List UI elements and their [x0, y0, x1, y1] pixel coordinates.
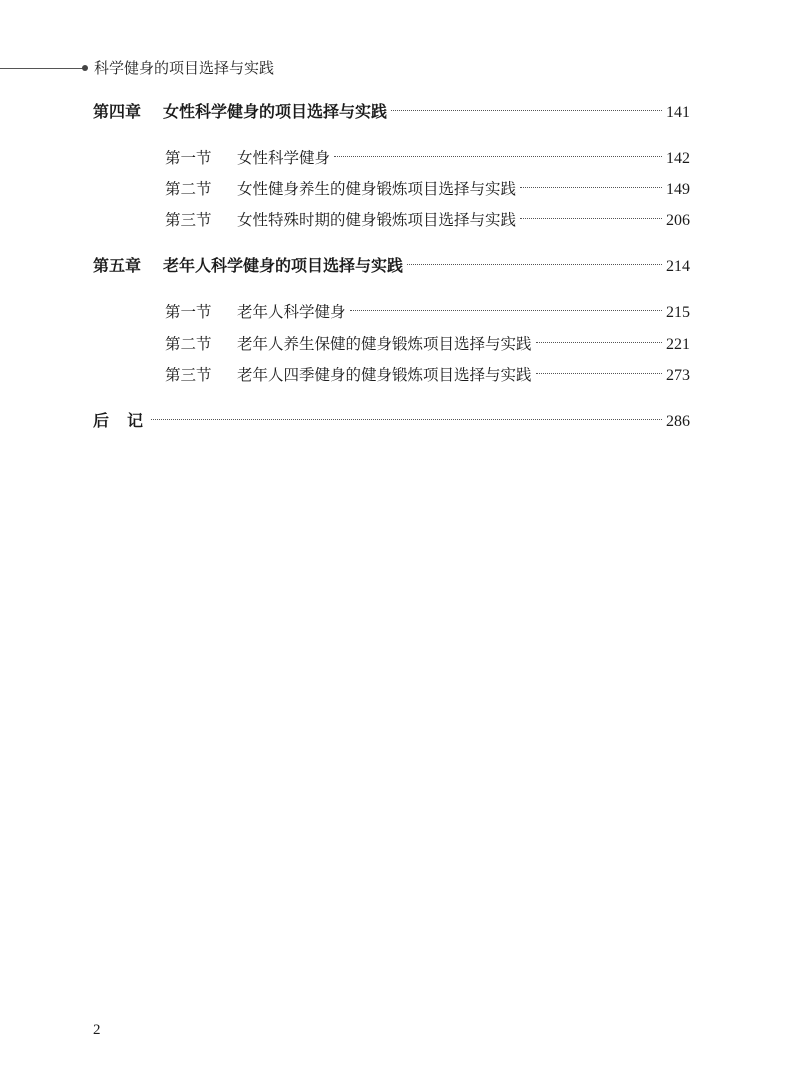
chapter-title: 老年人科学健身的项目选择与实践	[163, 256, 404, 275]
chapter-title: 女性科学健身的项目选择与实践	[163, 102, 388, 121]
toc-section-4-3[interactable]	[165, 208, 690, 232]
header-bullet-dot	[82, 65, 88, 71]
toc-section-5-1[interactable]	[165, 300, 690, 324]
section-title: 老年人科学健身	[237, 303, 346, 321]
section-number: 第三节	[165, 211, 212, 229]
running-head	[0, 58, 400, 78]
toc-section-4-2[interactable]	[165, 177, 690, 201]
section-title: 女性特殊时期的健身锻炼项目选择与实践	[237, 211, 517, 229]
dot-leader	[350, 310, 662, 311]
chapter-number: 第五章	[93, 256, 142, 275]
book-title: 科学健身的项目选择与实践	[94, 59, 275, 77]
page-ref: 206	[666, 212, 690, 229]
dot-leader	[536, 342, 662, 343]
dot-leader	[334, 156, 662, 157]
afterword-title: 后记	[93, 411, 162, 430]
section-number: 第三节	[165, 366, 212, 384]
page-ref: 141	[666, 104, 690, 121]
header-rule	[0, 68, 84, 69]
section-number: 第二节	[165, 335, 212, 353]
page-ref: 273	[666, 367, 690, 384]
dot-leader	[391, 110, 662, 111]
dot-leader	[407, 264, 662, 265]
section-number: 第一节	[165, 303, 212, 321]
toc-section-5-3[interactable]	[165, 363, 690, 387]
dot-leader	[520, 218, 662, 219]
section-title: 老年人养生保健的健身锻炼项目选择与实践	[237, 335, 532, 353]
toc-section-5-2[interactable]	[165, 332, 690, 356]
section-number: 第二节	[165, 180, 212, 198]
toc-chapter-5[interactable]	[93, 254, 690, 278]
toc-section-4-1[interactable]	[165, 146, 690, 170]
dot-leader	[151, 419, 662, 420]
section-number: 第一节	[165, 149, 212, 167]
section-title: 女性科学健身	[237, 149, 331, 167]
dot-leader	[520, 187, 662, 188]
chapter-number: 第四章	[93, 102, 142, 121]
folio-page-number: 2	[93, 1022, 101, 1038]
toc-chapter-4[interactable]	[93, 100, 690, 124]
page-ref: 286	[666, 413, 690, 430]
dot-leader	[536, 373, 662, 374]
page-ref: 149	[666, 181, 690, 198]
toc-afterword[interactable]	[93, 409, 690, 433]
page-ref: 221	[666, 336, 690, 353]
page-ref: 142	[666, 150, 690, 167]
page-ref: 214	[666, 258, 690, 275]
section-title: 女性健身养生的健身锻炼项目选择与实践	[237, 180, 517, 198]
section-title: 老年人四季健身的健身锻炼项目选择与实践	[237, 366, 532, 384]
page-ref: 215	[666, 304, 690, 321]
